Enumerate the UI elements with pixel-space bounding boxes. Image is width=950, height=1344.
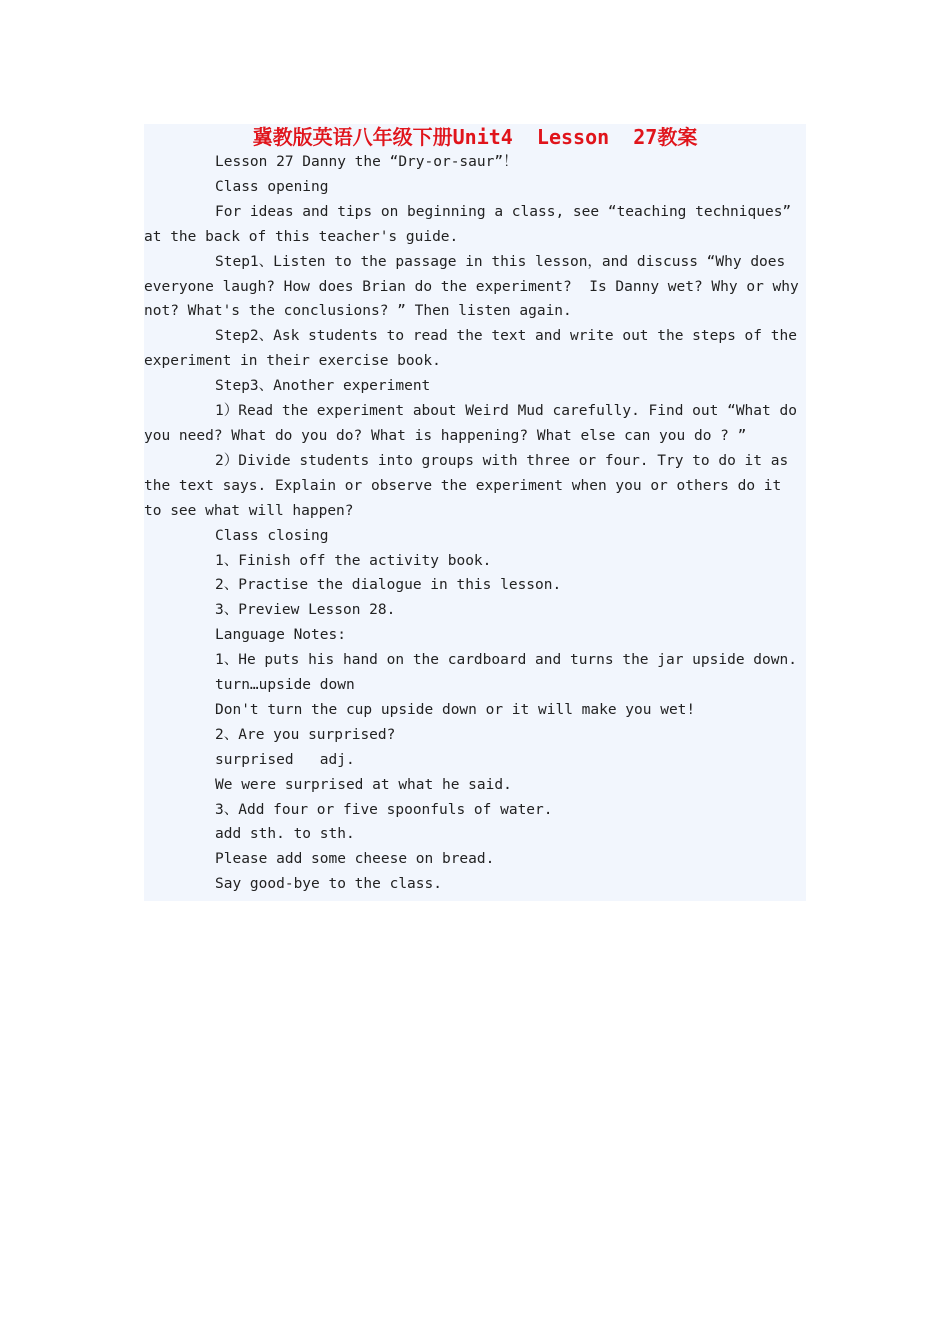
closing-item-2: 2、Practise the dialogue in this lesson. bbox=[215, 577, 562, 594]
closing-remark: Say good-bye to the class. bbox=[215, 876, 442, 893]
note-1-phrase: turn…upside down bbox=[215, 677, 355, 694]
section-class-closing: Class closing bbox=[215, 527, 329, 544]
step-2-paragraph: Step2、Ask students to read the text and write out the steps of the experiment in their exercise book. bbox=[144, 328, 806, 370]
step-3-heading: Step3、Another experiment bbox=[215, 378, 431, 395]
note-2-word: surprised adj. bbox=[215, 751, 355, 768]
note-3-example: Please add some cheese on bread. bbox=[215, 851, 495, 868]
note-3-phrase: add sth. to sth. bbox=[215, 826, 355, 843]
note-2-sentence: 2、Are you surprised? bbox=[215, 726, 396, 743]
note-3-sentence: 3、Add four or five spoonfuls of water. bbox=[215, 801, 553, 818]
closing-item-1: 1、Finish off the activity book. bbox=[215, 552, 492, 569]
step-1-paragraph: Step1、Listen to the passage in this lesson，and discuss “Why does everyone laugh? How does Brian do the experiment? Is Danny wet? Why or why not? What's the conclusions? ” Then listen again. bbox=[144, 253, 808, 320]
section-language-notes: Language Notes: bbox=[215, 627, 346, 644]
step-3-item-2: 2）Divide students into groups with three or four. Try to do it as the text says. Explain or observe the experiment when you or others do it to see what will happen? bbox=[144, 452, 797, 519]
note-1-sentence: 1、He puts his hand on the cardboard and turns the jar upside down. bbox=[215, 652, 797, 669]
document-title: 冀教版英语八年级下册Unit4 Lesson 27教案 bbox=[252, 125, 698, 149]
step-3-item-1: 1）Read the experiment about Weird Mud carefully. Find out “What do you need? What do you do? What is happening? What else can you do ? ” bbox=[144, 403, 806, 444]
lesson-heading: Lesson 27 Danny the “Dry-or-saur”！ bbox=[215, 154, 518, 170]
note-1-example: Don't turn the cup upside down or it will make you wet! bbox=[215, 701, 696, 718]
opening-tip-paragraph: For ideas and tips on beginning a class, see “teaching techniques” at the back of this teacher's guide. bbox=[144, 203, 800, 245]
closing-item-3: 3、Preview Lesson 28. bbox=[215, 602, 396, 619]
note-2-example: We were surprised at what he said. bbox=[215, 776, 512, 793]
section-class-opening: Class opening bbox=[215, 178, 329, 195]
document-body bbox=[144, 124, 806, 901]
